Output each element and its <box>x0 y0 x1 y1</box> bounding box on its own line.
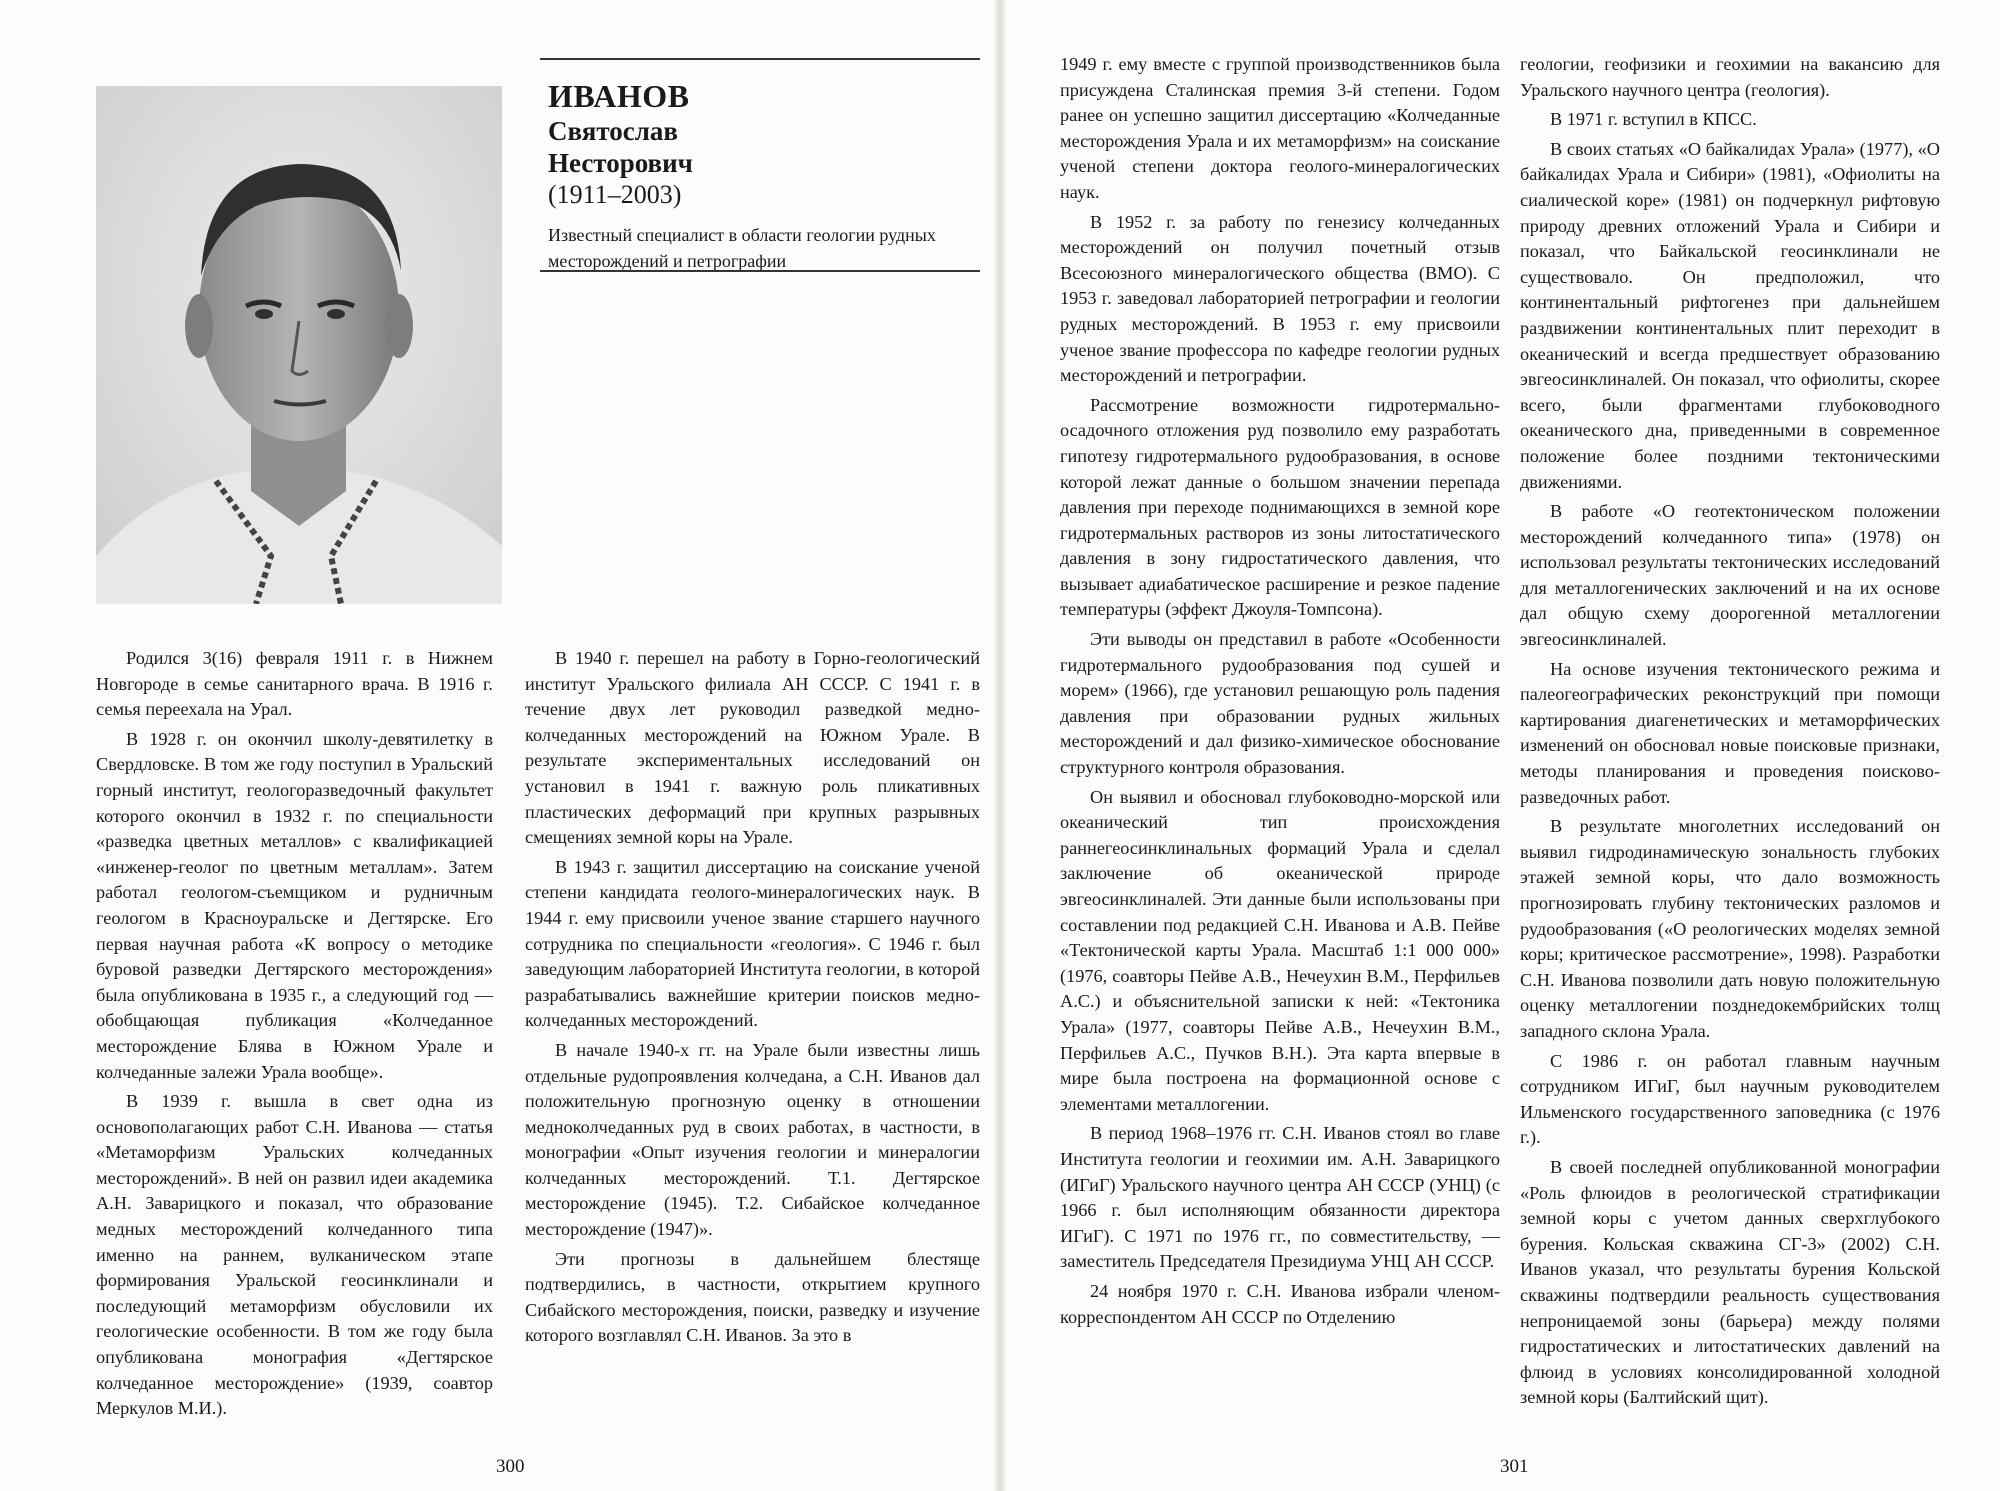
paragraph: В 1943 г. защитил диссертацию на соискание ученой степени кандидата геолого-минералогических наук. В 1944 г. ему присвоили ученое звание старшего научного сотрудника по специальности «геология». С 1946 г. был заведующим лабораторией Института геологии, в которой разрабатывались важнейшие критерии поисков медно-колчеданных месторождений. <box>525 856 980 1031</box>
text-column-4 <box>1520 52 1940 1411</box>
life-years: (1911–2003) <box>548 180 682 209</box>
paragraph: Родился 3(16) февраля 1911 г. в Нижнем Новгороде в семье санитарного врача. В 1916 г. семья переехала на Урал. <box>96 648 493 720</box>
paragraph: 24 ноября 1970 г. С.Н. Иванова избрали членом-корреспондентом АН СССР по Отделению <box>1060 1280 1500 1327</box>
paragraph: Он выявил и обосновал глубоководно-морской или океанический тип происхождения раннегеосинклинальных формаций Урала и сделал заключение об океанической природе эвгеосинклиналей. Эти данные были использованы при составлении под редакцией С.Н. Иванова и А.В. Пейве «Тектонической карты Урала. Масштаб 1:1 000 000» (1976, соавторы Пейве А.В., Нечеухин В.М., Перфильев А.С.) и объяснительной записки к ней: «Тектоника Урала» (1977, соавторы Пейве А.В., Нечеухин В.М., Перфильев А.С., Пучков В.Н.). Эта карта впервые в мире была построена на формационной основе с элементами металлогении. <box>1060 786 1500 1114</box>
paragraph: В 1940 г. перешел на работу в Горно-геологический институт Уральского филиала АН СССР. С 1941 г. в течение двух лет руководил разведкой медно-колчеданных месторождений на Южном Урале. В результате экспериментальных исследований он установил в 1941 г. важную роль пликативных пластических деформаций при крупных разрывных смещениях земной коры на Урале. <box>525 648 980 848</box>
paragraph: 1949 г. ему вместе с группой производственников была присуждена Сталинская премия 3-й степени. Годом ранее он успешно защитил диссертацию «Колчеданные месторождения Урала и их метаморфизм» на соискание ученой степени доктора геолого-минералогических наук. <box>1060 54 1500 202</box>
paragraph: В 1928 г. он окончил школу-девятилетку в Свердловске. В том же году поступил в Уральский горный институт, геологоразведочный факультет которого окончил в 1932 г. по специальности «разведка цветных металлов» с квалификацией «инженер-геолог по цветным металлам». Затем работал геологом-съемщиком и рудничным геологом в Красноуральске и Дегтярске. Его первая научная работа «К вопросу о методике буровой разведки Дегтярского месторождения» была опубликована в 1935 г., а следующий год — обобщающая публикация «Колчеданное месторождение Блява в Южном Урале и колчеданные залежи Урала вообще». <box>96 728 493 1082</box>
page-number-left: 300 <box>496 1456 525 1477</box>
portrait-photo <box>96 86 502 604</box>
text-column-1 <box>96 646 493 1422</box>
paragraph: В результате многолетних исследований он выявил гидродинамическую зональность глубоких этажей земной коры, что дало возможность прогнозировать глубину тектонических разломов и рудообразования («О реологических моделях земной коры; критическое рассмотрение», 1998). Разработки С.Н. Иванова позволили дать новую положительную оценку металлогении позднедокембрийских толщ западного склона Урала. <box>1520 816 1940 1041</box>
text-column-3 <box>1060 52 1500 1330</box>
surname: ИВАНОВ <box>548 78 690 114</box>
first-name: Святослав <box>548 116 678 146</box>
text-column-2 <box>525 646 980 1349</box>
paragraph: В своей последней опубликованной монографии «Роль флюидов в реологической стратификации земной коры с учетом данных сверхглубокого бурения. Кольская скважина СГ-3» (2002) С.Н. Иванов указал, что результаты бурения Кольской скважины подтвердили реальность существования непроницаемой зоны (барьера) между полями гидростатических и литостатических давлений на флюид в условиях консолидированной холодной земной коры (Балтийский щит). <box>1520 1156 1940 1408</box>
paragraph: С 1986 г. он работал главным научным сотрудником ИГиГ, был научным руководителем Ильменского государственного заповедника (с 1976 г.). <box>1520 1050 1940 1148</box>
title-bottom-rule <box>540 270 980 272</box>
paragraph: На основе изучения тектонического режима и палеогеографических реконструкций при помощи картирования диагенетических и метаморфических изменений он обосновал новые поисковые признаки, методы планирования и проведения поисково-разведочных работ. <box>1520 658 1940 807</box>
paragraph: В работе «О геотектоническом положении месторождений колчеданного типа» (1978) он использовал результаты тектонических исследований для металлогенических заключений и на их основе дал общую схему доорогенной металлогении эвгеосинклиналей. <box>1520 501 1940 650</box>
paragraph: В начале 1940-х гг. на Урале были известны лишь отдельные рудопроявления колчедана, а С.Н. Иванов дал положительную прогнозную оценку в отношении медноколчеданных руд в своих работах, в частности, в монографии «Опыт изучения геологии и минералогии колчеданных месторождений. Т.1. Дегтярское месторождение (1945). Т.2. Сибайское колчеданное месторождение (1947)». <box>525 1039 980 1240</box>
paragraph: В 1952 г. за работу по генезису колчеданных месторождений он получил почетный отзыв Всесоюзного минералогического общества (ВМО). С 1953 г. заведовал лабораторией петрографии и геологии рудных месторождений. В 1953 г. ему присвоили ученое звание профессора по кафедре геологии рудных месторождений и петрографии. <box>1060 211 1500 386</box>
patronymic: Несторович <box>548 148 693 178</box>
paragraph: В своих статьях «О байкалидах Урала» (1977), «О байкалидах Урала и Сибири» (1981), «Офиолиты на сиалической коре» (1981) он подчеркнул рифтовую природу древних отложений Урала и Сибири и показал, что Байкальской геосинклинали не существовало. Он предположил, что континентальный рифтогенез при дальнейшем раздвижении континентальных плит переходит в океанический и всегда предшествует образованию эвгеосинклиналей. Он показал, что офиолиты, скорее всего, были фрагментами глубоководного океанического дна, приведенными в современное положение более поздними тектоническими движениями. <box>1520 138 1940 492</box>
portrait-icon <box>96 86 502 604</box>
paragraph: В период 1968–1976 гг. С.Н. Иванов стоял во главе Института геологии и геохимии им. А.Н. Заварицкого (ИГиГ) Уральского научного центра АН СССР (УНЦ) (с 1966 г. был исполняющим обязанности директора ИГиГ). С 1971 по 1976 гг., по совместительству, — заместитель Председателя Президиума УНЦ АН СССР. <box>1060 1123 1500 1272</box>
book-spine <box>995 0 1005 1491</box>
paragraph: Эти выводы он представил в работе «Особенности гидротермального рудообразования под сушей и морем» (1966), где установил решающую роль падения давления при образовании рудных жильных месторождений и дал физико-химическое обоснование структурного контроля образования. <box>1060 629 1500 778</box>
paragraph: В 1939 г. вышла в свет одна из основополагающих работ С.Н. Иванова — статья «Метаморфизм Уральских колчеданных месторождений». В ней он развил идеи академика А.Н. Заварицкого и показал, что образование медных месторождений колчеданного типа именно на раннем, вулканическом этапе формирования Уральской геосинклинали и последующий метаморфизм обусловили их геологические особенности. В том же году была опубликована монография «Дегтярское колчеданное месторождение» (1939, соавтор Меркулов М.И.). <box>96 1091 493 1419</box>
page-number-right: 301 <box>1500 1456 1529 1477</box>
subtitle: Известный специалист в области геологии рудных месторождений и петрографии <box>548 225 936 271</box>
paragraph: геологии, геофизики и геохимии на вакансию для Уральского научного центра (геология). <box>1520 54 1940 100</box>
paragraph: Рассмотрение возможности гидротермально-осадочного отложения руд позволило ему разработать гипотезу гидротермального рудообразования, в основе которой лежат данные о большом значении перепада давления при переходе поднимающихся в земной коре гидротермальных растворов из зоны литостатического давления в зону гидростатического давления, что вызывает адиабатическое расширение и резкое падение температуры (эффект Джоуля-Томпсона). <box>1060 394 1500 620</box>
title-top-rule <box>540 58 980 60</box>
paragraph: В 1971 г. вступил в КПСС. <box>1550 109 1757 130</box>
paragraph: Эти прогнозы в дальнейшем блестяще подтвердились, в частности, открытием крупного Сибайского месторождения, поиски, разведку и изучение которого возглавлял С.Н. Иванов. За это в <box>525 1248 980 1346</box>
